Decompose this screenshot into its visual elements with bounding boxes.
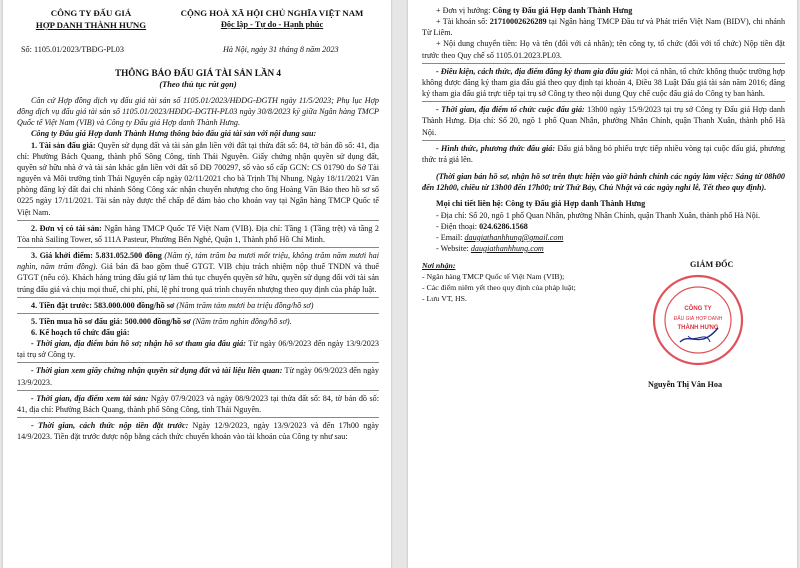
account-number: 21710002626289 — [487, 17, 547, 27]
national-heading — [165, 7, 379, 31]
plan-deposit-label: - Thời gian, cách thức nộp tiền đặt trước: — [31, 421, 189, 431]
phone-label: - Điện thoại: — [436, 221, 478, 231]
section-deposit — [17, 300, 379, 311]
account-number-label: + Tài khoản số: — [436, 17, 488, 27]
section-owner — [17, 223, 379, 245]
contact-address: - Địa chỉ: Số 20, ngõ 1 phố Quan Nhân, phường Nhân Chính, quận Thanh Xuân, thành phố Hà Nội. — [436, 210, 761, 220]
office-hours-note: (Thời gian bán hồ sơ, nhận hồ sơ trên thực hiện vào giờ hành chính các ngày làm việc: Sáng từ 08h00 đến 12h00, chiều từ 13h00 đến 17h00; trừ Thứ Bảy, Chủ Nhật và các ngày nghỉ lễ, Tết theo quy định). — [422, 172, 785, 193]
starting-price-words: (Năm tỷ, tám trăm ba mươi mốt triệu, không trăm năm mươi hai nghìn, năm trăm đồng). — [17, 251, 380, 272]
phone-number: 024.6286.1568 — [477, 221, 528, 231]
account-number-line — [422, 16, 785, 38]
section-asset-text: Quyền sử dụng đất và tài sản gắn liền với đất tại thửa đất số: 84, tờ bản đồ số: 41, địa chỉ: Phường Bách Quang, thành phố Sông Công, tỉnh Thái Nguyên. Giấy chứng nhận quyền sử dụng đất, quyền sở hữu nhà ở và tài sản khác gắn liền với đất số DĐ 700297, số vào sổ cấp GCN: CS 01790 do Sở Tài nguyên và Môi trường tỉnh Thái Nguyên cấp ngày 02/11/2021 cho bà Trịnh Thị Nhung. Ngày 18/11/2021 Văn phòng đăng ký đất đai chi nhánh Sông Công xác nhận chuyển nhượng cho ông Hoàng Văn Bảo theo hồ sơ số 0225 ngày 17/11/2021. Tài sản này được thế chấp để đảm bảo cho khoản vay tại Ngân hàng TMCP Quốc tế Việt Nam. — [17, 140, 379, 217]
divider — [422, 101, 785, 102]
time-place-text: 13h00 ngày 15/9/2023 tại trụ sở Công ty Đấu giá Hợp danh Thành Hưng. Địa chỉ: Số 20, ngõ 1 phố Quan Nhân, phường Nhân Chính, quận Thanh Xuân, thành phố Hà Nội. — [422, 105, 785, 137]
page-left — [3, 0, 391, 568]
divider — [422, 63, 785, 64]
signature-block — [422, 260, 785, 410]
starting-price-text: Giá bán đã bao gồm thuế GTGT. VIB chịu trách nhiệm nộp thuế TNDN và thuế GTGT (nếu có). Khách hàng trúng đấu giá tự làm thủ tục chuyển quyền sở hữu, quyền sử dụng đối với tài sản trúng đấu giá và chịu mọi thuế, chi phí, phí, lệ phí trong quá trình chuyển nhượng theo quy định của pháp luật. — [17, 262, 379, 294]
plan-item-deposit — [17, 420, 379, 442]
auction-time-place — [422, 104, 785, 137]
svg-text:CÔNG TY: CÔNG TY — [684, 306, 712, 313]
account-bank: tại Ngân hàng TMCP Đầu tư và Phát triển Việt Nam (BIDV), chi nhánh Từ Liêm. — [422, 17, 786, 38]
email-label: - Email: — [436, 232, 463, 242]
section-plan: 6. Kế hoạch tổ chức đấu giá: — [31, 327, 130, 337]
plan-documents-label: - Thời gian xem giấy chứng nhận quyền sử dụng đất và tài liệu liên quan: — [31, 366, 283, 376]
plan-item-sale — [17, 338, 379, 360]
contact-email — [422, 232, 785, 243]
org-name — [21, 7, 161, 31]
starting-price-label: 3. Giá khởi điểm: 5.831.052.500 đồng — [31, 251, 162, 261]
section-dossier-fee — [17, 316, 379, 327]
auction-form-label: - Hình thức, phương thức đấu giá: — [436, 143, 556, 153]
section-owner-text: Ngân hàng TMCP Quốc Tế Việt Nam (VIB). Địa chỉ: Tầng 1 (Tầng trệt) và tầng 2 Tòa nhà Sailing Tower, số 111A Pasteur, Phường Bến Nghé, Quận 1, Thành phố Hồ Chí Minh. — [17, 223, 379, 244]
dossier-fee-words: (Năm trăm nghìn đồng/hồ sơ). — [190, 316, 292, 326]
plan-viewing-label: - Thời gian, địa điểm xem tài sản: — [31, 393, 149, 403]
plan-sale-text: Từ ngày 06/9/2023 đến ngày 13/9/2023 tại trụ sở Công ty. — [17, 339, 379, 360]
issue-date: Hà Nội, ngày 31 tháng 8 năm 2023 — [223, 45, 339, 54]
divider — [17, 390, 379, 391]
divider — [17, 313, 379, 314]
document-header — [17, 7, 379, 63]
svg-text:THÀNH HƯNG: THÀNH HƯNG — [677, 325, 719, 332]
section-owner-label: 2. Đơn vị có tài sản: — [31, 223, 102, 233]
registration-conditions — [422, 66, 785, 99]
auction-form-text: Đấu giá bằng bỏ phiếu trực tiếp nhiều vòng tại cuộc đấu giá, phương thức trả giá lên. — [422, 143, 785, 164]
divider — [17, 417, 379, 418]
account-holder — [422, 5, 785, 16]
transfer-content: + Nội dung chuyển tiền: Họ và tên (đối với cá nhân); tên công ty, tổ chức (đối với tổ chức) Nộp tiền đặt trước theo Quy chế số 1105.01.2023.PL03. — [422, 39, 785, 60]
signer-title: GIÁM ĐỐC — [690, 260, 734, 270]
reference-number: Số: 1105.01/2023/TBĐG-PL03 — [21, 45, 124, 54]
account-holder-name: Công ty Đấu giá Hợp danh Thành Hưng — [490, 6, 633, 15]
document-subtitle: (Theo thủ tục rút gọn) — [159, 80, 237, 89]
conditions-text: Mọi cá nhân, tổ chức không thuộc trường hợp không được đăng ký tham gia đấu giá theo quy định tại khoản 4, Điều 38 Luật Đấu giá tài sản năm 2016; đăng ký tham gia đấu giá trực tiếp tại trụ sở Công ty theo nội dung Quy chế cuộc đấu giá do Công ty ban hành. — [422, 66, 785, 99]
divider — [17, 247, 379, 248]
contact-phone — [422, 221, 785, 232]
recipient-item: - Các điểm niêm yết theo quy định của pháp luật; — [422, 283, 576, 293]
recipient-item: - Ngân hàng TMCP Quốc tế Việt Nam (VIB); — [422, 272, 565, 282]
conditions-label: - Điều kiện, cách thức, địa điểm đăng ký tham gia đấu giá: — [436, 66, 634, 76]
section-asset-label: 1. Tài sản đấu giá: — [31, 140, 96, 150]
org-line-2: HỢP DANH THÀNH HƯNG — [35, 20, 147, 30]
recipients — [422, 260, 622, 304]
document-title: THÔNG BÁO ĐẤU GIÁ TÀI SẢN LẦN 4 — [115, 68, 281, 78]
contact-website — [422, 243, 785, 254]
nation-title: CỘNG HOÀ XÃ HỘI CHỦ NGHĨA VIỆT NAM — [180, 8, 364, 18]
deposit-label: 4. Tiền đặt trước: 583.000.000 đồng/hồ sơ — [31, 300, 175, 310]
signer-name: Nguyễn Thị Vân Hoa — [648, 380, 723, 390]
website-link[interactable]: daugiathanhhung.com — [470, 243, 544, 253]
recipient-item: - Lưu VT, HS. — [422, 294, 467, 304]
section-asset — [17, 140, 379, 218]
plan-item-documents — [17, 365, 379, 387]
motto: Độc lập - Tự do - Hạnh phúc — [220, 20, 324, 29]
plan-item-viewing — [17, 393, 379, 415]
org-line-1: CÔNG TY ĐẤU GIÁ — [50, 8, 132, 18]
contact-heading: Mọi chi tiết liên hệ: Công ty Đấu giá Hợp danh Thành Hưng — [436, 199, 646, 209]
section-starting-price — [17, 250, 379, 295]
account-holder-label: + Đơn vị hưởng: — [436, 6, 491, 15]
divider — [17, 297, 379, 298]
plan-documents-text: Từ ngày 06/9/2023 đến ngày 13/9/2023. — [17, 366, 379, 387]
page-right — [408, 0, 797, 568]
deposit-words: (Năm trăm tám mươi ba triệu đồng/hồ sơ) — [174, 300, 314, 310]
plan-deposit-text: Ngày 12/9/2023, ngày 13/9/2023 và đến 17h00 ngày 14/9/2023. Tiền đặt trước được nộp bằng cách thức chuyển khoản vào tài khoản của Công ty như sau: — [17, 421, 379, 442]
divider — [422, 140, 785, 141]
divider — [17, 220, 379, 221]
plan-viewing-text: Ngày 07/9/2023 và ngày 08/9/2023 tại thửa đất số: 84, tờ bản đồ số: 41, địa chỉ: Phường Bách Quang, thành phố Sông Công, tỉnh Thái Nguyên. — [17, 393, 379, 414]
dossier-fee-label: 5. Tiền mua hồ sơ đấu giá: 500.000 đồng/hồ sơ — [31, 316, 191, 326]
plan-sale-label: - Thời gian, địa điểm bán hồ sơ; nhận hồ sơ tham gia đấu giá: — [31, 339, 246, 349]
auction-form — [422, 143, 785, 165]
divider — [17, 362, 379, 363]
svg-text:ĐẤU GIÁ HỢP DANH: ĐẤU GIÁ HỢP DANH — [673, 316, 723, 323]
recipients-title: Nơi nhận: — [422, 261, 456, 271]
time-place-label: - Thời gian, địa điểm tổ chức cuộc đấu giá: — [436, 105, 585, 115]
legal-basis: Căn cứ Hợp đồng dịch vụ đấu giá tài sản số 1105.01/2023/HĐDG-ĐGTH ngày 11/5/2023; Phụ lục Hợp đồng dịch vụ đấu giá tài sản số 1105.01/2023/HĐDG-ĐGTH-PL03 ngày 30/8/2023 ký giữa Ngân hàng TMCP Quốc tế Việt Nam (VIB) và Công ty Đấu giá Hợp danh Thành Hưng. — [17, 96, 379, 128]
website-label: - Website: — [436, 243, 469, 253]
intro-line: Công ty Đấu giá Hợp danh Thành Hưng thông báo đấu giá tài sản với nội dung sau: — [31, 129, 317, 139]
company-seal-stamp — [648, 270, 748, 370]
email-link[interactable]: daugiathanhhung@gmail.com — [464, 232, 564, 242]
